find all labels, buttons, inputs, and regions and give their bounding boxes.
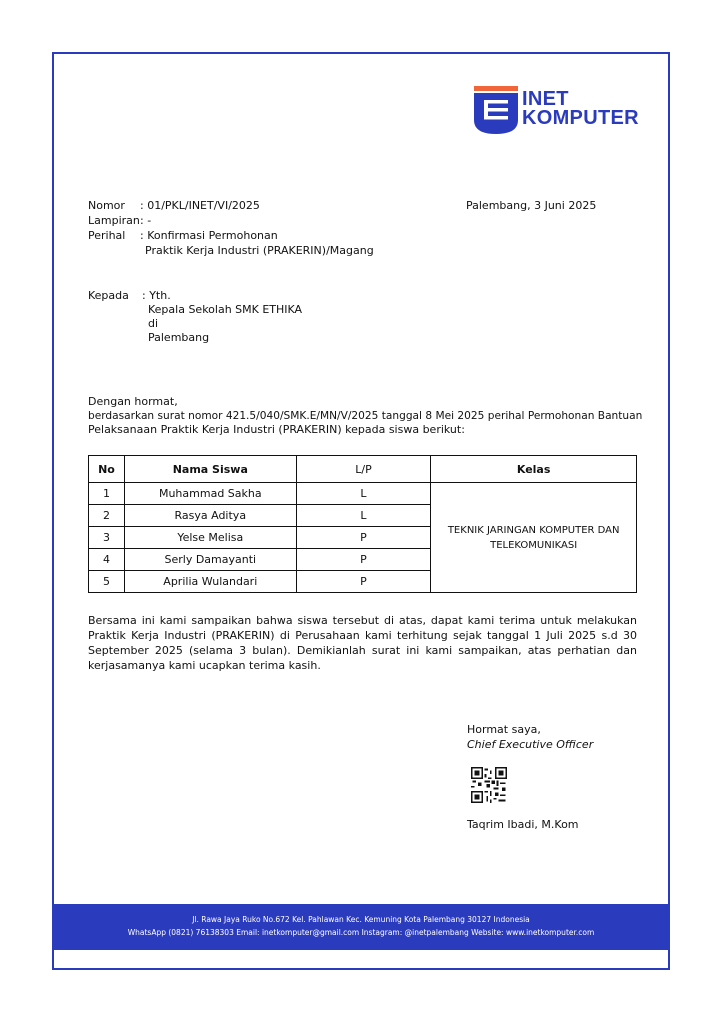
row-lp: L xyxy=(296,483,431,505)
kepada-label: Kepada xyxy=(88,289,129,302)
row-no: 1 xyxy=(89,483,125,505)
footer-contacts: WhatsApp (0821) 76138303 Email: inetkomputer@gmail.com Instagram: @inetpalembang Website: www.inetkomputer.com xyxy=(127,928,595,937)
greeting: Dengan hormat, xyxy=(88,395,178,408)
kelas-line-2: TELEKOMUNIKASI xyxy=(490,539,578,551)
header-no: No xyxy=(89,456,125,483)
intro-line-1: berdasarkan surat nomor 421.5/040/SMK.E/MN/V/2025 tanggal 8 Mei 2025 perihal Permohonan Bantuan xyxy=(88,410,643,422)
closing-paragraph: Bersama ini kami sampaikan bahwa siswa tersebut di atas, dapat kami terima untuk melakukan Praktik Kerja Industri (PRAKERIN) di Perusahaan kami terhitung sejak tanggal 1 Juli 2025 s.d 30 September 2025 (selama 3 bulan). Demikianlah surat ini kami sampaikan, atas perhatian dan kerjasamanya kami ucapkan terima kasih. xyxy=(88,614,637,672)
nomor-value: : 01/PKL/INET/VI/2025 xyxy=(140,199,260,212)
row-no: 2 xyxy=(89,505,125,527)
kelas-cell xyxy=(431,483,637,593)
signature-salutation: Hormat saya, xyxy=(467,723,541,736)
brand-name xyxy=(522,90,639,128)
row-lp: P xyxy=(296,549,431,571)
intro-line-2: Pelaksanaan Praktik Kerja Industri (PRAKERIN) kepada siswa berikut: xyxy=(88,423,465,436)
row-lp: L xyxy=(296,505,431,527)
row-lp: P xyxy=(296,571,431,593)
row-nama: Muhammad Sakha xyxy=(124,483,296,505)
recipient-line-1: : Yth. xyxy=(142,289,171,302)
row-lp: P xyxy=(296,527,431,549)
signer-name: Taqrim Ibadi, M.Kom xyxy=(467,818,579,831)
header-kelas: Kelas xyxy=(431,456,637,483)
table-row xyxy=(89,483,637,505)
recipient-line-2: Kepala Sekolah SMK ETHIKA xyxy=(148,303,303,316)
qr-code-icon xyxy=(471,767,507,803)
students-table xyxy=(88,455,637,593)
perihal-label: Perihal xyxy=(88,229,126,242)
header-nama: Nama Siswa xyxy=(124,456,296,483)
kelas-line-1: TEKNIK JARINGAN KOMPUTER DAN xyxy=(447,524,620,536)
lampiran-label: Lampiran xyxy=(88,214,140,227)
row-nama: Rasya Aditya xyxy=(124,505,296,527)
perihal-value: : Konfirmasi Permohonan xyxy=(140,229,278,242)
row-nama: Yelse Melisa xyxy=(124,527,296,549)
row-no: 3 xyxy=(89,527,125,549)
recipient-line-4: Palembang xyxy=(148,331,210,344)
row-nama: Aprilia Wulandari xyxy=(124,571,296,593)
brand-line-1: INET xyxy=(522,88,569,110)
row-nama: Serly Damayanti xyxy=(124,549,296,571)
perihal-value-2: Praktik Kerja Industri (PRAKERIN)/Magang xyxy=(145,244,374,257)
table-header-row xyxy=(89,456,637,483)
brand-line-2: KOMPUTER xyxy=(522,107,639,129)
signature-title: Chief Executive Officer xyxy=(467,738,594,751)
letter-date: Palembang, 3 Juni 2025 xyxy=(466,199,597,212)
header-lp: L/P xyxy=(296,456,431,483)
footer-address: Jl. Rawa Jaya Ruko No.672 Kel. Pahlawan Kec. Kemuning Kota Palembang 30127 Indonesia xyxy=(192,915,530,924)
recipient-line-3: di xyxy=(148,317,159,330)
footer-bar xyxy=(54,904,668,950)
row-no: 4 xyxy=(89,549,125,571)
lampiran-value: : - xyxy=(140,214,152,227)
row-no: 5 xyxy=(89,571,125,593)
nomor-label: Nomor xyxy=(88,199,125,212)
